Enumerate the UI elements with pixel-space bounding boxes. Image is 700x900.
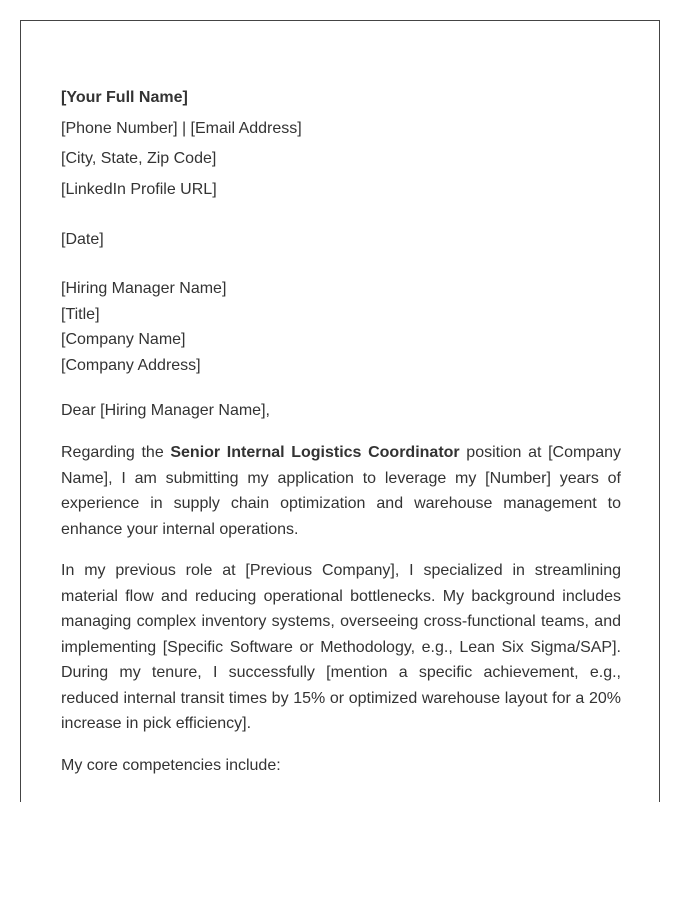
letter-content (61, 83, 621, 779)
paragraph-intro-before: Regarding the (61, 444, 171, 461)
competencies-intro: My core competencies include: (61, 756, 281, 774)
recipient-title: [Title] (61, 305, 100, 323)
salutation: Dear [Hiring Manager Name], (61, 402, 270, 419)
recipient-block (61, 276, 621, 378)
sender-linkedin: [LinkedIn Profile URL] (61, 180, 217, 198)
position-title: Senior Internal Logistics Coordinator (170, 444, 460, 461)
paragraph-intro-after: position at [Company Name], I am submitting my application to leverage my [Number] years of experience in supply chain optimization and warehouse management to enhance your internal operations. (61, 444, 621, 538)
recipient-manager-name: [Hiring Manager Name] (61, 280, 227, 297)
sender-block (61, 83, 621, 205)
recipient-company-name: [Company Name] (61, 331, 186, 348)
letter-page (20, 20, 660, 802)
sender-contact: [Phone Number] | [Email Address] (61, 119, 302, 137)
paragraph-experience: In my previous role at [Previous Company], I specialized in streamlining material flow and reducing operational bottlenecks. My background includes managing complex inventory systems, overseeing cross-functional teams, and implementing [Specific Software or Methodology, e.g., Lean Six Sigma/SAP]. During my tenure, I successfully [mention a specific achievement, e.g., reduced internal transit times by 15% or optimized warehouse layout for a 20% increase in pick efficiency]. (61, 562, 621, 732)
letter-date: [Date] (61, 231, 104, 248)
sender-full-name: [Your Full Name] (61, 89, 188, 106)
paragraph-intro (61, 440, 621, 542)
recipient-company-address: [Company Address] (61, 356, 201, 374)
sender-location: [City, State, Zip Code] (61, 150, 217, 167)
